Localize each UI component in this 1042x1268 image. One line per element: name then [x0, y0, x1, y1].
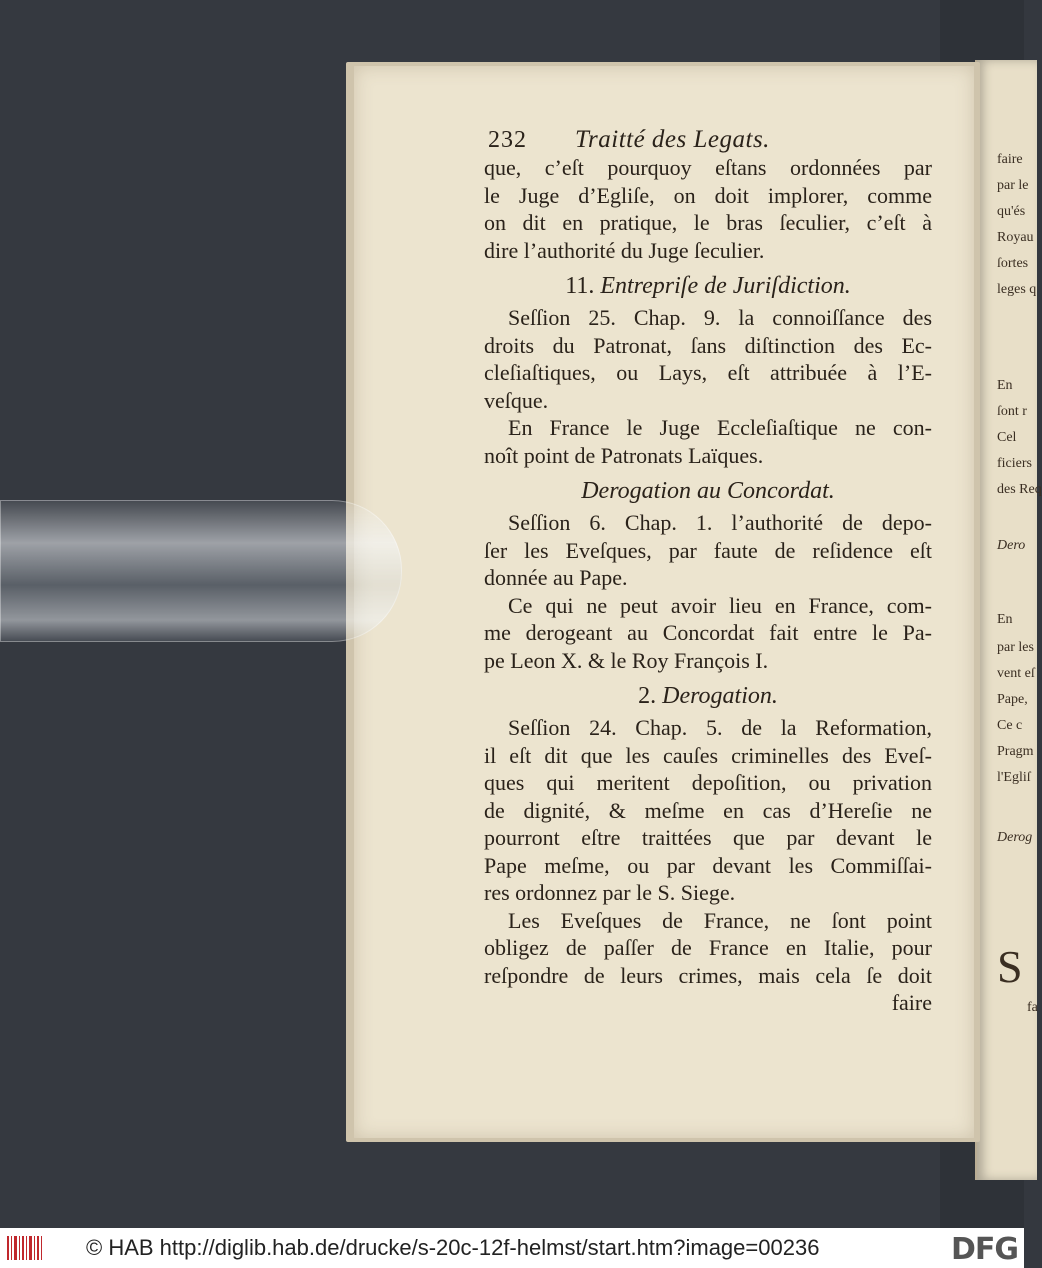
text-line: Pape meſme, ou par devant les Commiſſai- — [484, 852, 932, 878]
next-page-fragment: S — [997, 941, 1023, 992]
text-line: Les Eveſques de France, ne ſont point — [508, 907, 932, 933]
dfg-logo: DFG — [950, 1232, 1018, 1267]
barcode-logo-icon — [0, 1228, 50, 1268]
next-page-fragment: l'Egliſ — [997, 770, 1031, 785]
next-page-fragment: des Req — [997, 482, 1042, 497]
next-page-fragment: par les — [997, 640, 1034, 655]
text-line: Seſſion 25. Chap. 9. la connoiſſance des — [508, 305, 932, 330]
next-page-fragment: En — [997, 612, 1013, 627]
book-page — [354, 66, 974, 1138]
page-number: 232 — [488, 127, 527, 153]
text-line: droits du Patronat, ſans diſtinction des Ec- — [484, 332, 932, 358]
text-line: pourront eſtre traittées que par devant le — [484, 825, 932, 850]
section-number: 11. — [565, 273, 595, 299]
page-holder-strip — [0, 470, 410, 680]
next-page-fragment: vent eſ — [997, 666, 1035, 681]
section-title: Derogation au Concordat. — [581, 478, 835, 504]
text-line: on dit en pratique, le bras ſeculier, c’eſt à — [484, 210, 932, 235]
next-page-edge — [975, 60, 1042, 1180]
text-line: de dignité, & meſme en cas d’Hereſie ne — [484, 797, 932, 823]
next-page-fragment: Cel — [997, 430, 1017, 445]
section-heading — [484, 469, 932, 509]
text-line: noît point de Patronats Laïques. — [484, 442, 764, 468]
text-line: En France le Juge Eccleſiaſtique ne con- — [508, 415, 932, 440]
text-line: que, c’eſt pourquoy eſtans ordonnées par — [484, 155, 932, 180]
text-line: ques qui meritent depoſition, ou privation — [484, 770, 932, 795]
text-line: Seſſion 6. Chap. 1. l’authorité de depo- — [508, 510, 932, 535]
page-header — [484, 122, 932, 154]
credit-link[interactable]: © HAB http://diglib.hab.de/drucke/s-20c-12f-helmst/start.htm?image=00236 — [86, 1235, 820, 1260]
text-line: dire l’authorité du Juge ſeculier. — [484, 237, 765, 263]
next-page-fragment: Royau — [997, 230, 1034, 245]
next-page-fragment: qu'és — [997, 204, 1026, 219]
section-heading — [484, 264, 932, 304]
text-line: reſpondre de leurs crimes, mais cela ſe doit — [484, 962, 932, 988]
next-page-fragment: Ce c — [997, 718, 1023, 733]
next-page-fragment: Derog — [997, 830, 1033, 845]
text-line: veſque. — [484, 387, 549, 413]
section-title: Entrepriſe de Juriſdiction. — [600, 273, 851, 299]
next-page-fragment: ſont r — [997, 404, 1027, 419]
text-line: Ce qui ne peut avoir lieu en France, com- — [508, 592, 932, 618]
page-text — [484, 122, 932, 1017]
next-page-fragment: Pape, — [997, 692, 1028, 707]
text-line: il eſt dit que les cauſes criminelles des Eveſ- — [484, 742, 932, 768]
catchword: faire — [891, 990, 932, 1015]
next-page-fragment: Dero — [997, 538, 1026, 553]
text-line: me derogeant au Concordat fait entre le Pa- — [484, 620, 932, 645]
text-line: Seſſion 24. Chap. 5. de la Reformation, — [508, 715, 932, 740]
text-line: res ordonnez par le S. Siege. — [484, 880, 736, 905]
text-line: le Juge d’Egliſe, on doit implorer, comme — [484, 182, 932, 208]
next-page-fragment: fa — [1027, 1000, 1038, 1015]
next-page-fragment: leges q — [997, 282, 1037, 297]
text-line: ſer les Eveſques, par faute de reſidence eſt — [484, 537, 932, 563]
next-page-fragment: En — [997, 378, 1013, 393]
text-line: donnée au Pape. — [484, 565, 628, 590]
next-page-fragment: ficiers — [997, 456, 1032, 471]
running-title: Traitté des Legats. — [575, 126, 770, 153]
text-line: cleſiaſtiques, ou Lays, eſt attribuée à l’E- — [484, 360, 932, 385]
section-title: Derogation. — [662, 683, 778, 709]
section-heading — [484, 674, 932, 714]
next-page-fragment: par le — [997, 178, 1029, 193]
plastic-tab — [0, 500, 402, 642]
section-number: 2. — [638, 683, 657, 709]
text-line: obligez de paſſer de France en Italie, pour — [484, 935, 932, 960]
footer-bar — [0, 1228, 1024, 1268]
next-page-fragment: faire — [997, 152, 1023, 167]
next-page-fragment: ſortes — [997, 256, 1029, 271]
text-line: pe Leon X. & le Roy François I. — [484, 647, 769, 673]
next-page-fragment: Pragm — [997, 744, 1034, 759]
